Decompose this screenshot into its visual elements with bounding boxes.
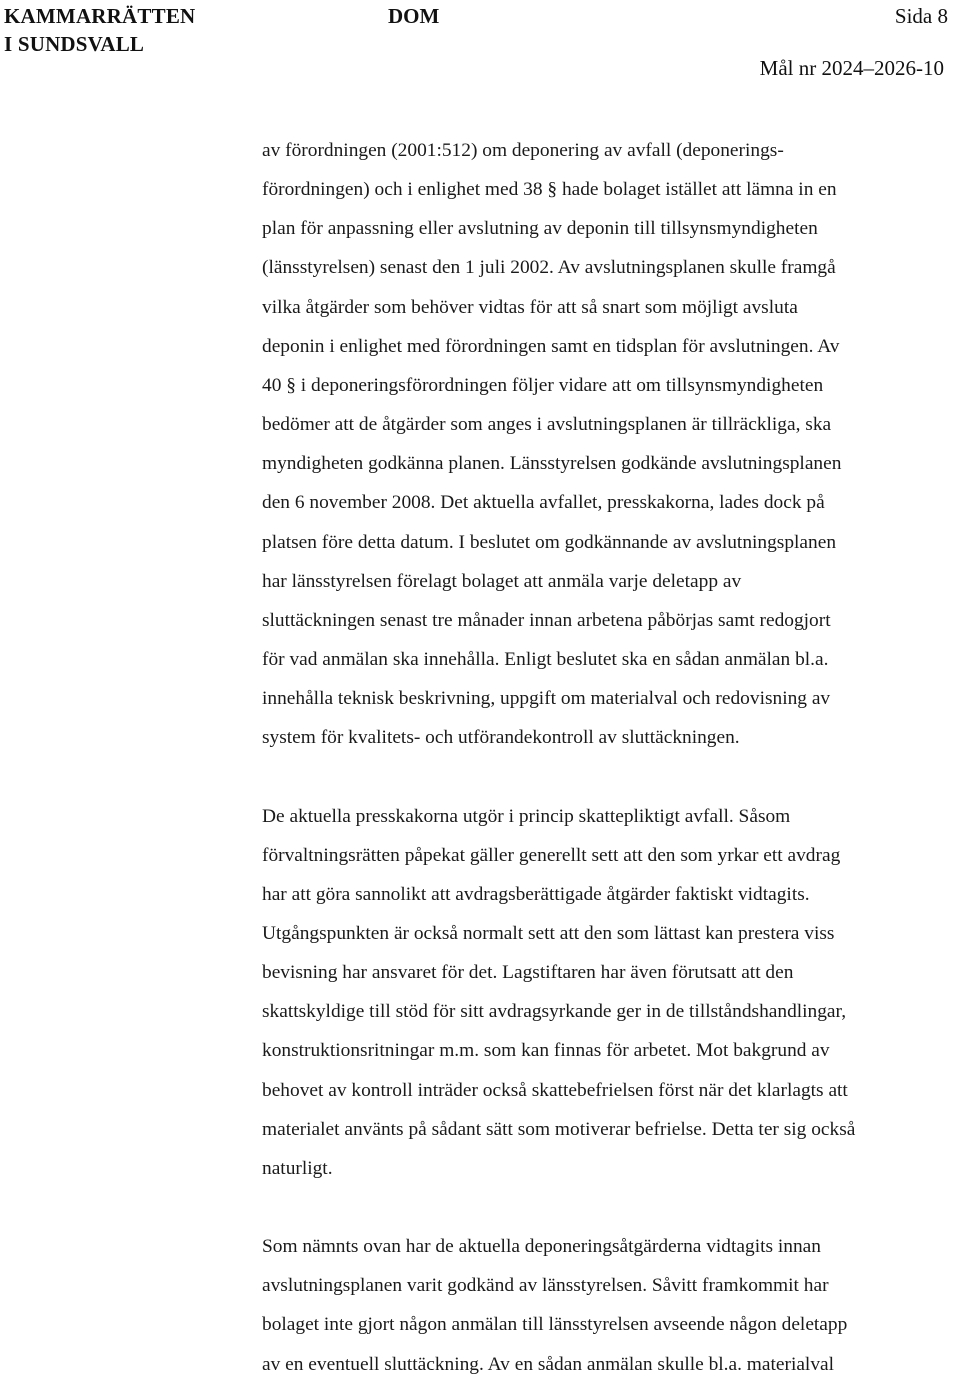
- text-line: naturligt.: [262, 1157, 333, 1179]
- text-line: 40 § i deponeringsförordningen följer vidare att om tillsynsmyndigheten: [262, 374, 824, 396]
- text-line: har att göra sannolikt att avdragsberättigade åtgärder faktiskt vidtagits.: [262, 883, 810, 905]
- page-number: Sida 8: [894, 4, 948, 28]
- text-line: bevisning har ansvaret för det. Lagstiftaren har även förutsatt att den: [262, 962, 794, 984]
- court-name-line1: KAMMARRÄTTEN: [4, 4, 196, 28]
- text-line: behovet av kontroll inträder också skattebefrielsen först när det klarlagts att: [262, 1079, 848, 1101]
- text-line: för vad anmälan ska innehålla. Enligt beslutet ska en sådan anmälan bl.a.: [262, 649, 829, 671]
- text-line: av förordningen (2001:512) om deponering av avfall (deponerings-: [262, 140, 784, 161]
- text-line: materialet använts på sådant sätt som motiverar befrielse. Detta ter sig också: [262, 1118, 856, 1140]
- text-line: skattskyldige till stöd för sitt avdragsyrkande ger in de tillståndshandlingar,: [262, 1001, 847, 1023]
- document-body: [262, 131, 960, 1384]
- paragraph-3: [262, 1227, 960, 1384]
- text-line: system för kvalitets- och utförandekontroll av sluttäckningen.: [262, 727, 740, 749]
- text-line: vilka åtgärder som behöver vidtas för att så snart som möjligt avsluta: [262, 296, 798, 318]
- text-line: myndigheten godkänna planen. Länsstyrelsen godkände avslutningsplanen: [262, 453, 842, 475]
- text-line: plan för anpassning eller avslutning av deponin till tillsynsmyndigheten: [262, 218, 818, 240]
- text-line: av en eventuell sluttäckning. Av en sådan anmälan skulle bl.a. materialval: [262, 1353, 835, 1375]
- text-line: De aktuella presskakorna utgör i princip skattepliktigt avfall. Såsom: [262, 805, 791, 827]
- text-line: Utgångspunkten är också normalt sett att den som lättast kan prestera viss: [262, 922, 835, 944]
- court-name: [4, 2, 195, 58]
- text-line: deponin i enlighet med förordningen samt en tidsplan för avslutningen. Av: [262, 335, 840, 357]
- text-line: innehålla teknisk beskrivning, uppgift om materialval och redovisning av: [262, 688, 831, 710]
- text-line: sluttäckningen senast tre månader innan arbetena påbörjas samt redogjort: [262, 609, 831, 631]
- text-line: den 6 november 2008. Det aktuella avfallet, presskakorna, lades dock på: [262, 492, 825, 514]
- text-line: har länsstyrelsen förelagt bolaget att anmäla varje deletapp av: [262, 570, 742, 592]
- text-line: Som nämnts ovan har de aktuella deponeringsåtgärderna vidtagits innan: [262, 1236, 821, 1258]
- text-line: bolaget inte gjort någon anmälan till länsstyrelsen avseende någon deletapp: [262, 1314, 848, 1336]
- court-name-line2: I SUNDSVALL: [4, 32, 145, 56]
- text-line: konstruktionsritningar m.m. som kan finnas för arbetet. Mot bakgrund av: [262, 1040, 830, 1062]
- text-line: förordningen) och i enlighet med 38 § hade bolaget istället att lämna in en: [262, 179, 837, 201]
- paragraph-2: [262, 797, 960, 1189]
- text-line: platsen före detta datum. I beslutet om godkännande av avslutningsplanen: [262, 531, 837, 553]
- text-line: bedömer att de åtgärder som anges i avslutningsplanen är tillräckliga, ska: [262, 414, 832, 436]
- case-number: Mål nr 2024–2026-10: [759, 56, 944, 80]
- text-line: förvaltningsrätten påpekat gäller generellt sett att den som yrkar ett avdrag: [262, 844, 841, 866]
- text-line: avslutningsplanen varit godkänd av länsstyrelsen. Såvitt framkommit har: [262, 1275, 829, 1297]
- document-type: DOM: [388, 4, 440, 28]
- text-line: (länsstyrelsen) senast den 1 juli 2002. Av avslutningsplanen skulle framgå: [262, 257, 836, 279]
- paragraph-1: [262, 131, 960, 758]
